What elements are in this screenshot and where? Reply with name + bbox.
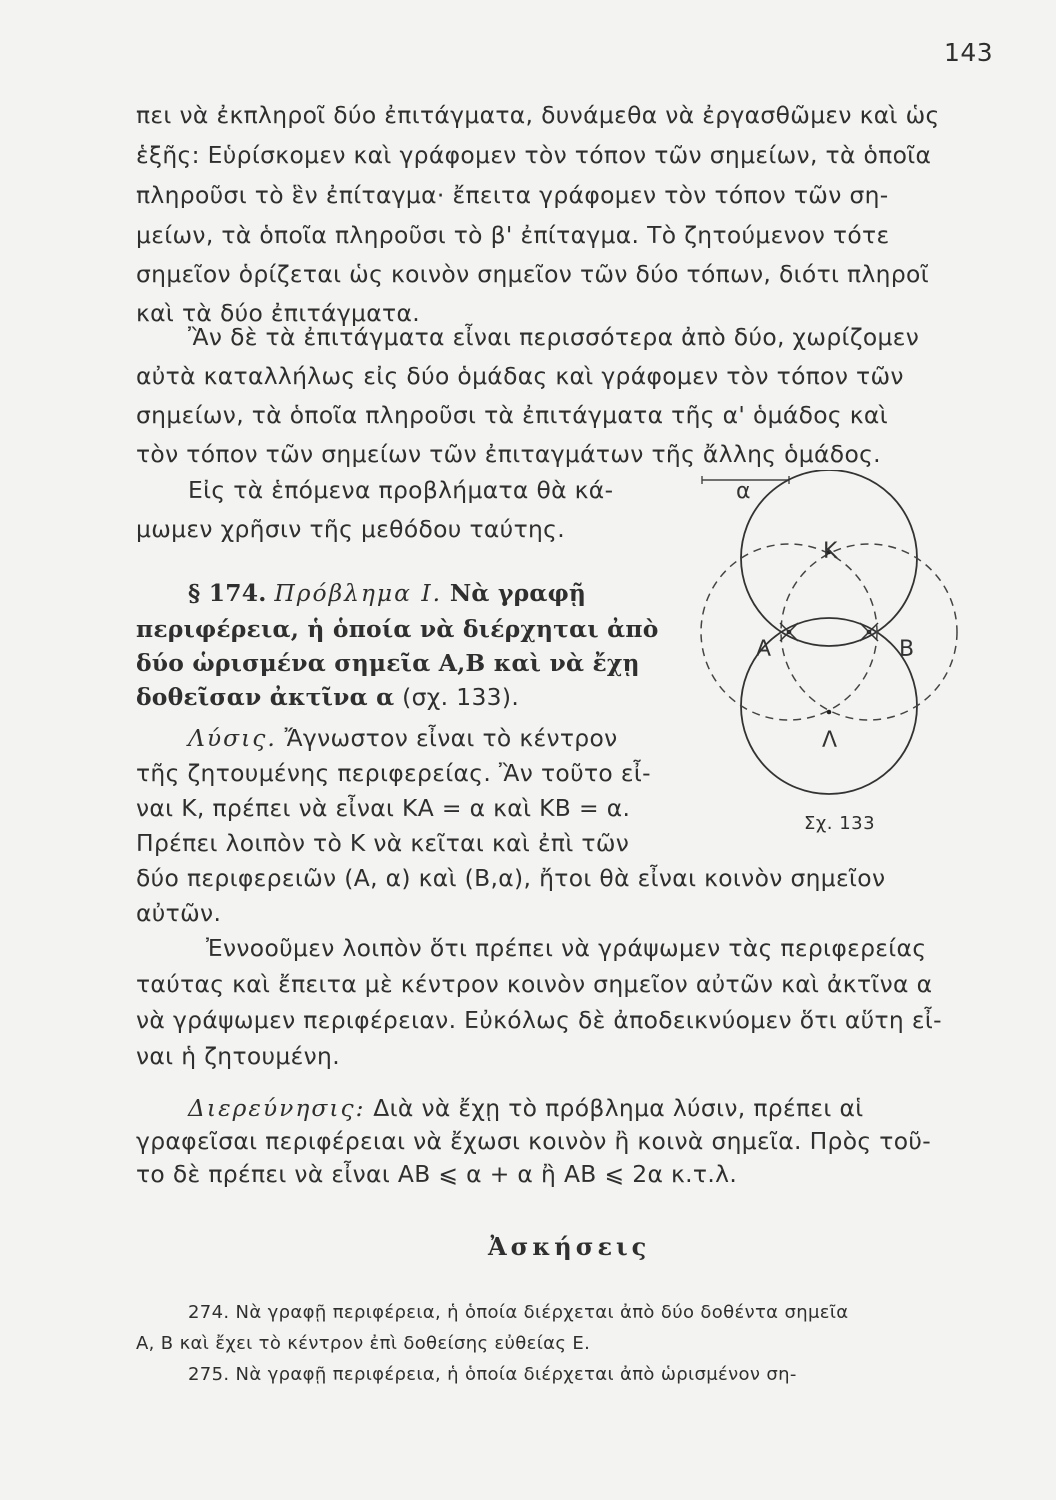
- discussion-label: Διερεύνησις:: [188, 1094, 366, 1122]
- problem-line: [136, 683, 520, 711]
- discussion-line: γραφεῖσαι περιφέρειαι νὰ ἔχωσι κοινὸν ἢ κοινὰ σημεῖα. Πρὸς τοῦ-: [136, 1127, 932, 1155]
- body-line: Εἰς τὰ ἑπόμενα προβλήματα θὰ κά-: [188, 476, 614, 504]
- body-line: αὐτὰ καταλλήλως εἰς δύο ὁμάδας καὶ γράφομεν τὸν τόπον τῶν: [136, 362, 904, 390]
- body-line: μωμεν χρῆσιν τῆς μεθόδου ταύτης.: [136, 515, 566, 543]
- problem-title: Νὰ γραφῇ: [449, 579, 587, 607]
- body-line: νὰ γράψωμεν περιφέρειαν. Εὐκόλως δὲ ἀποδεικνύομεν ὅτι αὕτη εἶ-: [136, 1006, 942, 1034]
- body-line: ταύτας καὶ ἔπειτα μὲ κέντρον κοινὸν σημεῖον αὐτῶν καὶ ἀκτῖνα α: [136, 970, 933, 998]
- figure-reference: (σχ. 133).: [402, 683, 520, 711]
- body-line: πει νὰ ἐκπληροῖ δύο ἐπιτάγματα, δυνάμεθα νὰ ἐργασθῶμεν καὶ ὡς: [136, 101, 940, 129]
- body-line: τὸν τόπον τῶν σημείων τῶν ἐπιταγμάτων τῆς ἄλλης ὁμάδος.: [136, 440, 881, 468]
- body-line: ἑξῆς: Εὑρίσκομεν καὶ γράφομεν τὸν τόπον τῶν σημείων, τὰ ὁποῖα: [136, 141, 932, 169]
- solution-line: τῆς ζητουμένης περιφερείας. Ἂν τοῦτο εἶ-: [136, 759, 651, 787]
- point-label-l: Λ: [822, 728, 838, 753]
- discussion-line: το δὲ πρέπει νὰ εἶναι ΑΒ ⩽ α + α ἢ ΑΒ ⩽ 2α κ.τ.λ.: [136, 1160, 738, 1188]
- point-label-a: Α: [756, 637, 772, 662]
- problem-heading-line: [188, 579, 587, 607]
- radius-label: α: [736, 479, 751, 504]
- exercise-line: Α, Β καὶ ἔχει τὸ κέντρον ἐπὶ δοθείσης εὐθείας Ε.: [136, 1333, 591, 1354]
- exercise-line: 274. Νὰ γραφῇ περιφέρεια, ἡ ὁποία διέρχεται ἀπὸ δύο δοθέντα σημεῖα: [188, 1302, 849, 1323]
- solution-line: δύο περιφερειῶν (Α, α) καὶ (Β,α), ἤτοι θὰ εἶναι κοινὸν σημεῖον: [136, 864, 886, 892]
- point-label-k: Κ: [823, 539, 838, 564]
- body-line: σημεῖον ὁρίζεται ὡς κοινὸν σημεῖον τῶν δύο τόπων, διότι πληροῖ: [136, 260, 929, 288]
- body-line: Ἂν δὲ τὰ ἐπιτάγματα εἶναι περισσότερα ἀπὸ δύο, χωρίζομεν: [188, 323, 920, 351]
- solution-line: αὐτῶν.: [136, 899, 222, 927]
- body-line: σημείων, τὰ ὁποῖα πληροῦσι τὰ ἐπιτάγματα τῆς α' ὁμάδος καὶ: [136, 401, 888, 429]
- point-l: [827, 710, 832, 715]
- exercises-heading: Ἀσκήσεις: [488, 1232, 651, 1261]
- geometry-figure: [664, 470, 984, 860]
- solution-text: Ἄγνωστον εἶναι τὸ κέντρον: [284, 724, 618, 752]
- discussion-text: Διὰ νὰ ἔχῃ τὸ πρόβλημα λύσιν, πρέπει αἱ: [373, 1094, 864, 1122]
- body-line: μείων, τὰ ὁποῖα πληροῦσι τὸ β' ἐπίταγμα. Τὸ ζητούμενον τότε: [136, 221, 890, 249]
- exercise-line: 275. Νὰ γραφῇ περιφέρεια, ἡ ὁποία διέρχεται ἀπὸ ὡρισμένον ση-: [188, 1364, 797, 1385]
- body-line: ναι ἡ ζητουμένη.: [136, 1042, 341, 1070]
- problem-line: δύο ὡρισμένα σημεῖα Α,Β καὶ νὰ ἔχῃ: [136, 649, 640, 677]
- problem-bold-text: δοθεῖσαν ἀκτῖνα α: [136, 683, 395, 711]
- section-number: § 174.: [188, 579, 267, 607]
- solution-line: [188, 724, 618, 752]
- body-line: καὶ τὰ δύο ἐπιτάγματα.: [136, 299, 421, 327]
- page-number: 143: [944, 38, 994, 67]
- body-line: Ἐννοοῦμεν λοιπὸν ὅτι πρέπει νὰ γράψωμεν τὰς περιφερείας: [206, 934, 927, 962]
- solution-line: ναι Κ, πρέπει νὰ εἶναι ΚΑ = α καὶ ΚΒ = α.: [136, 794, 631, 822]
- discussion-line: [188, 1094, 864, 1122]
- solution-line: Πρέπει λοιπὸν τὸ Κ νὰ κεῖται καὶ ἐπὶ τῶν: [136, 829, 630, 857]
- problem-label: Πρόβλημα I.: [274, 579, 443, 607]
- solution-label: Λύσις.: [188, 724, 277, 752]
- point-label-b: Β: [899, 637, 915, 662]
- problem-line: περιφέρεια, ἡ ὁποία νὰ διέρχηται ἀπὸ: [136, 615, 659, 643]
- body-line: πληροῦσι τὸ ἓν ἐπίταγμα· ἔπειτα γράφομεν τὸν τόπον τῶν ση-: [136, 181, 889, 209]
- figure-caption: Σχ. 133: [804, 813, 876, 834]
